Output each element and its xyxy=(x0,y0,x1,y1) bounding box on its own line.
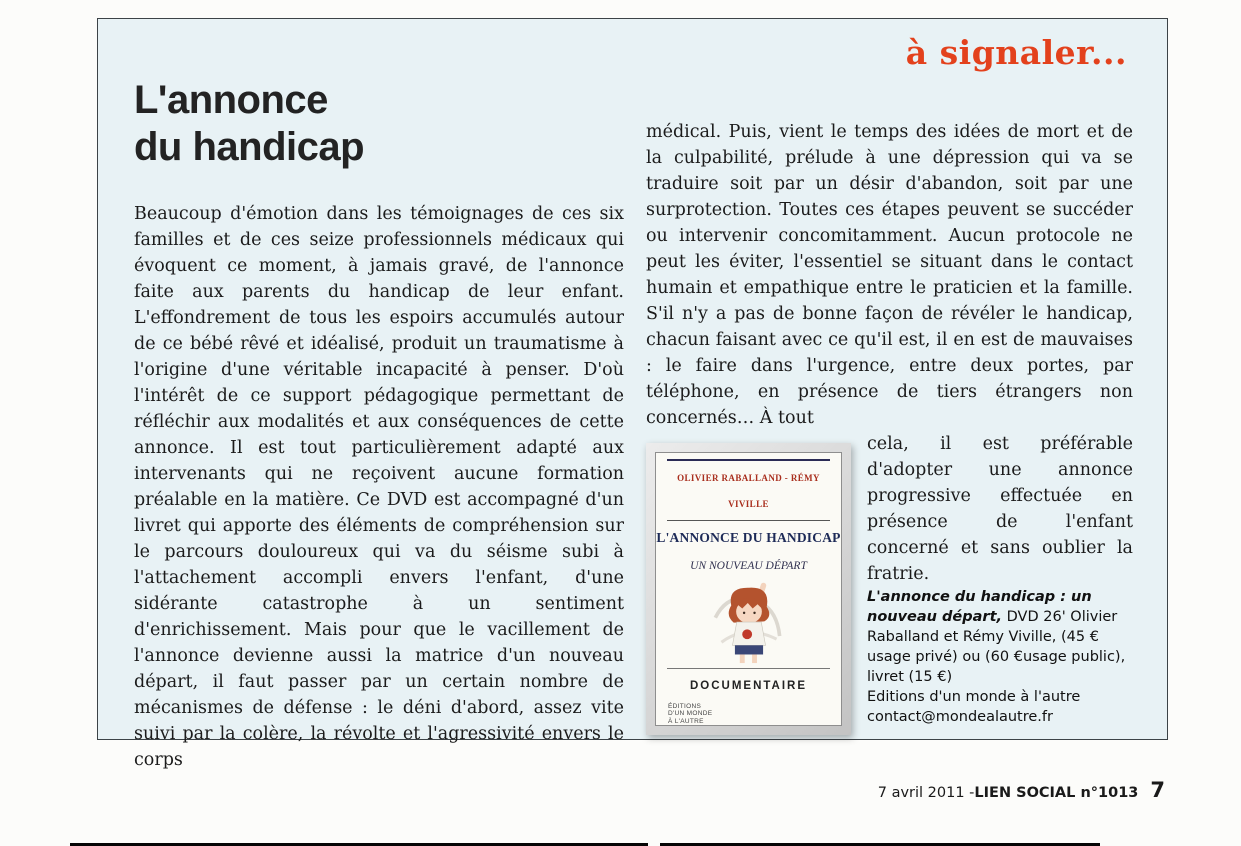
article-column-right xyxy=(646,119,1133,741)
article-title xyxy=(134,77,364,171)
dvd-caption-details: DVD 26' Olivier Raballand et Rémy Viville, (45 € usage privé) ou (60 €usage public), livret (15 €) xyxy=(867,609,1126,685)
article-title-line1: L'annonce xyxy=(134,78,328,122)
dvd-cover-title: L'ANNONCE DU HANDICAP xyxy=(656,530,841,545)
footer-date: 7 avril 2011 - xyxy=(877,785,975,801)
footer-page-number: 7 xyxy=(1150,778,1165,802)
dvd-cover xyxy=(655,452,842,726)
page-footer xyxy=(878,778,1165,802)
article-paragraph-right-top: médical. Puis, vient le temps des idées de mort et de la culpabilité, prélude à une dépression qui va se traduire soit par un désir d'abandon, soit par une surprotection. Toutes ces étapes peuvent se succéder ou intervenir concomitamment. Aucun protocole ne peut les éviter, l'essentiel se situant dans le contact humain et empathique entre le praticien et la famille. S'il n'y a pas de bonne façon de révéler le handicap, chacun faisant avec ce qu'il est, il en est de mauvaises : le faire dans l'urgence, entre deux portes, par téléphone, en présence de tiers étrangers non concernés… À tout xyxy=(646,122,1133,428)
dvd-publisher-line2: D'UN MONDE xyxy=(668,710,713,717)
article-title-line2: du handicap xyxy=(134,125,365,169)
article-paragraph-right-wrap: cela, il est préférable d'adopter une annonce progressive effectuée en présence de l'enfant concerné et sans oublier la fratrie. xyxy=(867,434,1133,584)
dvd-cover-top-rule xyxy=(667,459,830,461)
dvd-publisher-line1: ÉDITIONS xyxy=(668,702,702,710)
article-paragraph-left: Beaucoup d'émotion dans les témoignages de ces six familles et de ces seize professionnels médicaux qui évoquent ce moment, à jamais gravé, de l'annonce faite aux parents du handicap de leur enfant. L'effondrement de tous les espoirs accumulés autour de ce bébé rêvé et idéalisé, produit un traumatisme à l'origine d'une véritable incapacité à penser. D'où l'intérêt de ce support pédagogique permettant de réfléchir aux modalités et aux conséquences de cette annonce. Il est tout particulièrement adapté aux intervenants qui ne reçoivent aucune formation préalable en la matière. Ce DVD est accompagné d'un livret qui apporte des éléments de compréhension sur le parcours douloureux qui va du séisme subi à l'attachement accompli envers l'enfant, d'une sidérante catastrophe à un sentiment d'enrichissement. Mais pour que le vacillement de l'annonce devienne aussi la matrice d'un nouveau départ, il faut passer par un certain nombre de mécanismes de défense : le déni d'abord, assez vite suivi par la colère, la révolte et l'agressivité envers le corps xyxy=(134,204,624,770)
dvd-caption-title: L'annonce du handicap : un nouveau départ, xyxy=(867,589,1092,625)
section-flag: à signaler... xyxy=(905,33,1127,72)
article-box xyxy=(97,18,1168,770)
footer-journal-name: LIEN SOCIAL n°1013 xyxy=(974,785,1139,801)
dvd-cover-rule xyxy=(667,520,830,521)
article-column-left xyxy=(134,201,624,773)
dvd-cover-publisher-logo xyxy=(656,703,712,726)
dvd-cover-genre: DOCUMENTAIRE xyxy=(667,668,830,699)
dvd-cover-photo xyxy=(646,443,851,735)
dvd-caption-contact: contact@mondealautre.fr xyxy=(867,709,1053,725)
dvd-publisher-line3: À L'AUTRE xyxy=(668,717,704,725)
dvd-cover-illustration xyxy=(674,581,824,666)
dvd-caption-publisher: Editions d'un monde à l'autre xyxy=(867,689,1081,705)
dvd-cover-authors: OLIVIER RABALLAND - RÉMY VIVILLE xyxy=(677,473,820,509)
dvd-cover-subtitle: UN NOUVEAU DÉPART xyxy=(690,560,807,572)
